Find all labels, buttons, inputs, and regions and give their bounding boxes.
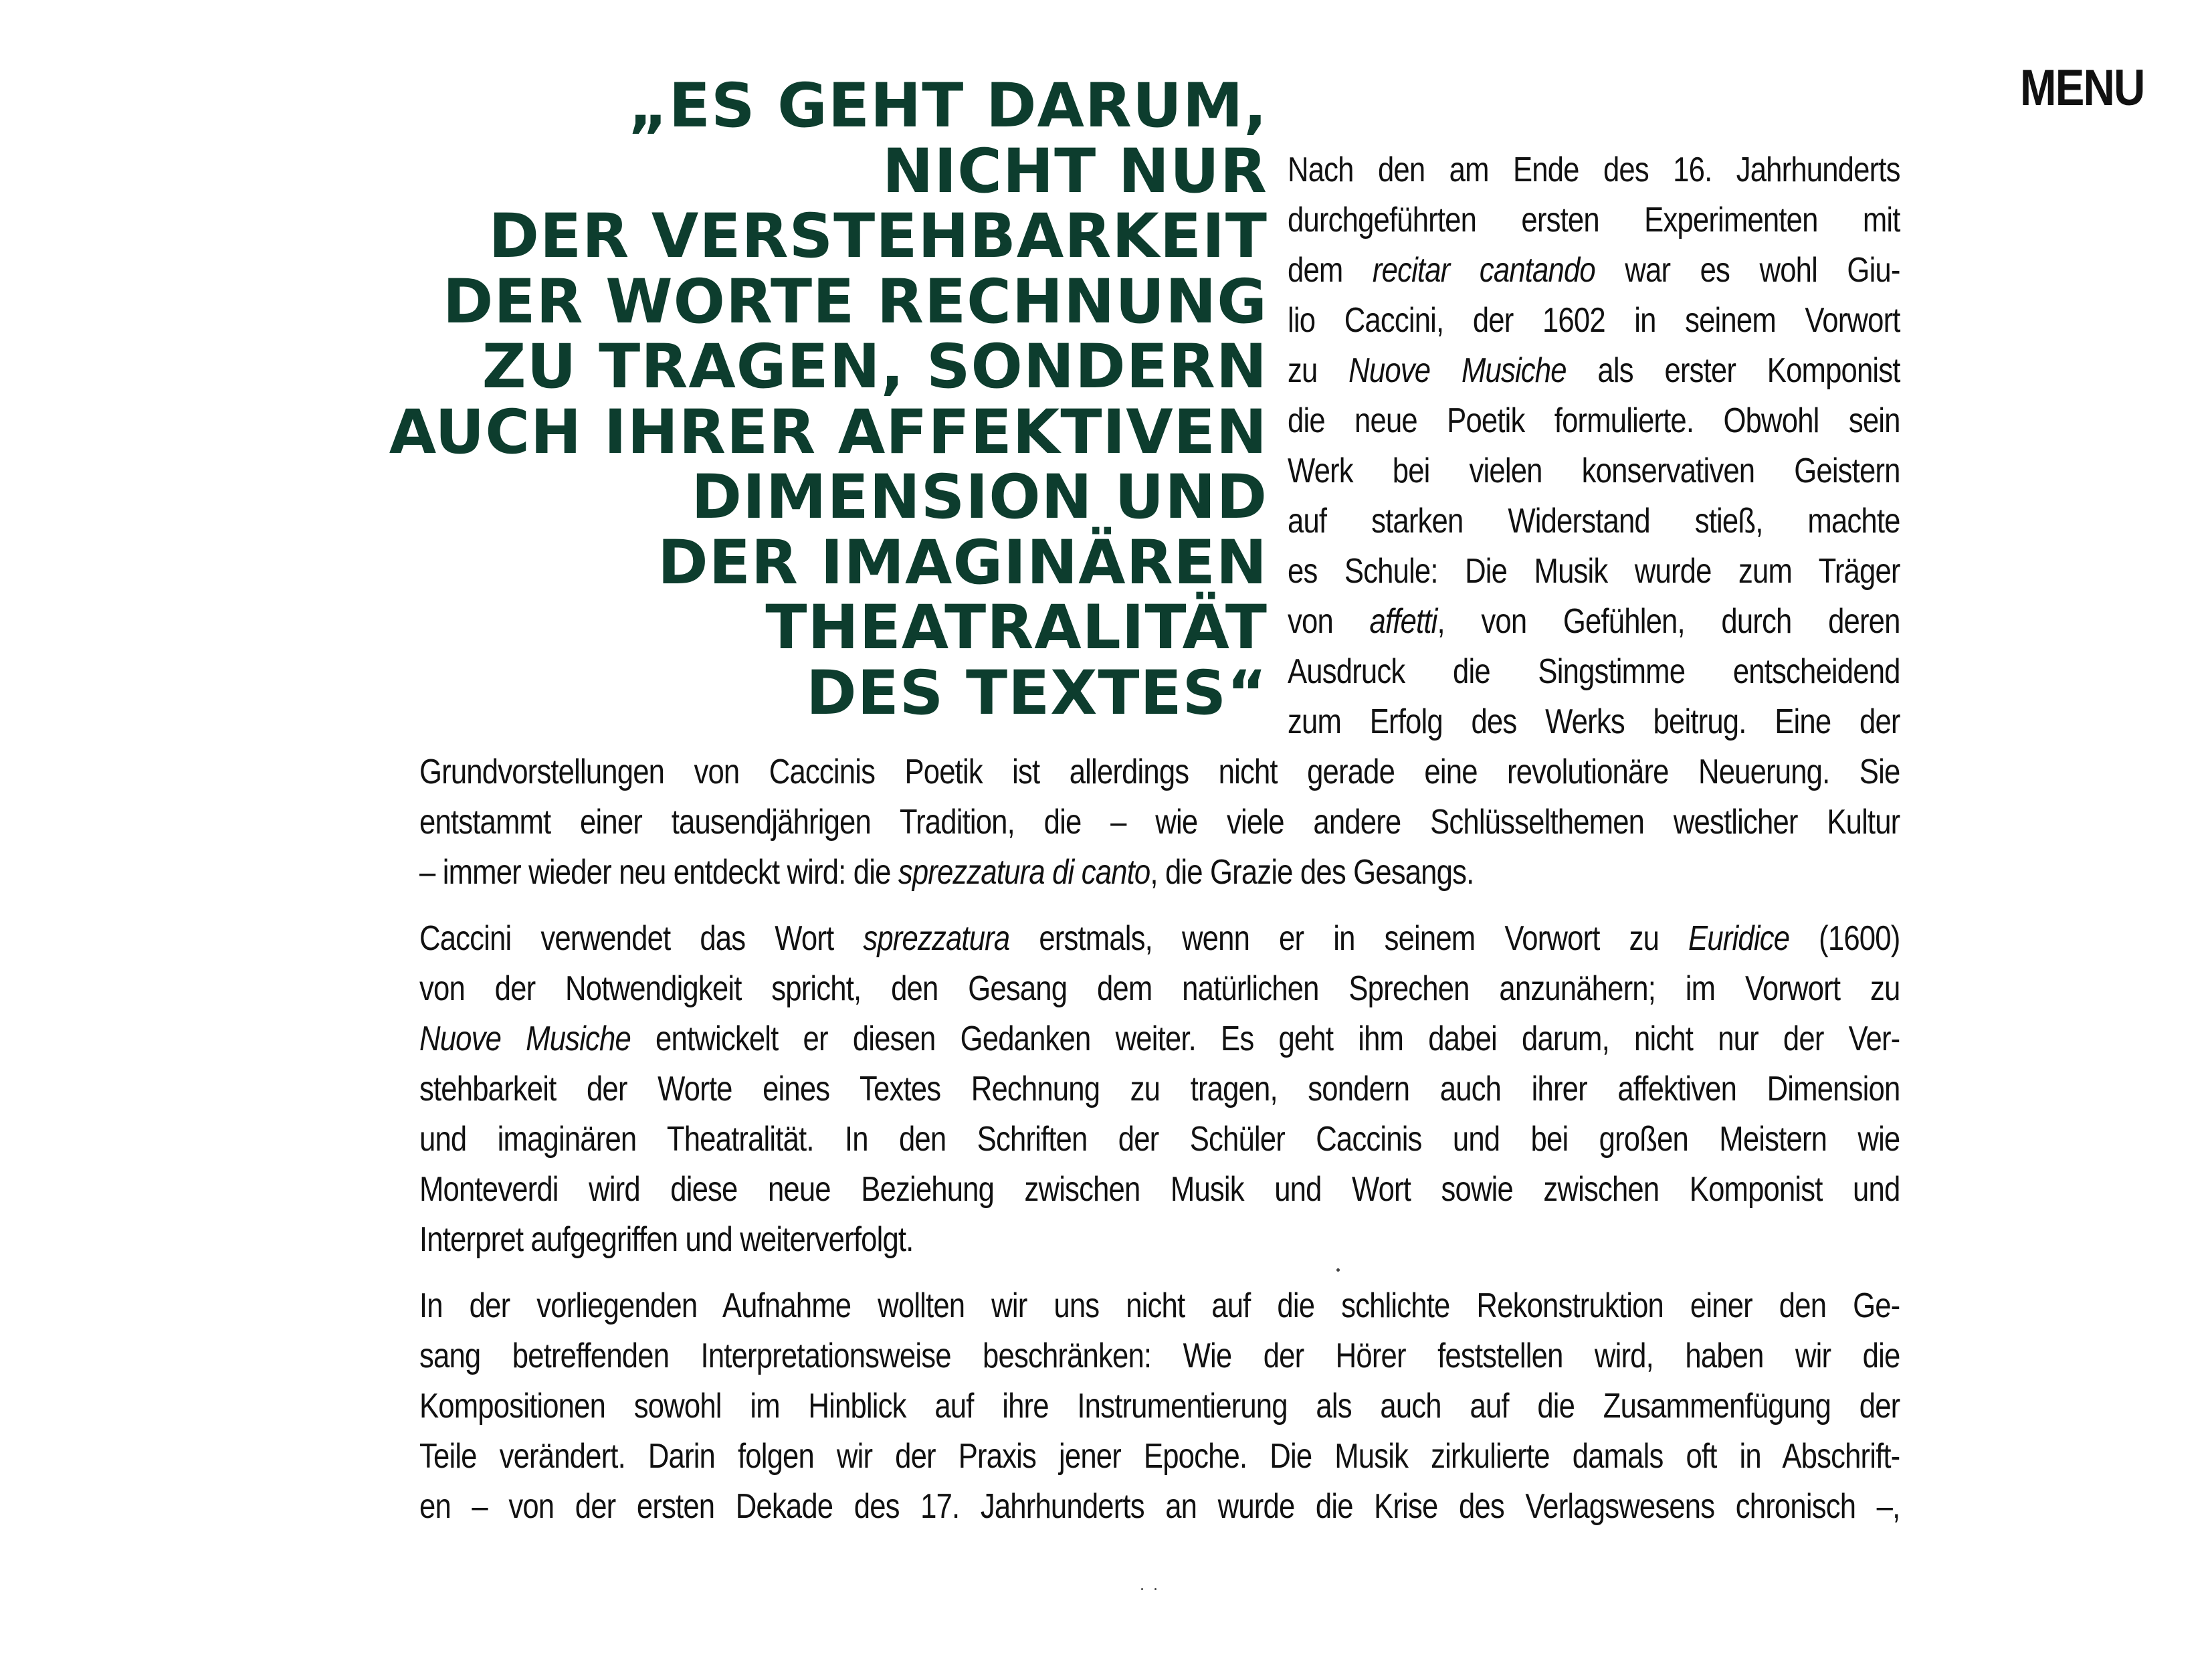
text-line [419, 848, 1900, 898]
text-line [419, 1482, 1900, 1532]
text-segment: auf starken Widerstand stieß, machte [1288, 502, 1900, 541]
italic-term: sprezzatura [863, 919, 1010, 958]
text-segment: war es wohl Giu- [1595, 251, 1900, 290]
text-segment: – immer wieder neu entdeckt wird: die [419, 853, 898, 892]
stray-dot [1154, 1588, 1157, 1590]
text-segment: Kompositionen sowohl im Hinblick auf ihre Instrumentierung als auch auf die Zusammenfügung der [419, 1387, 1900, 1426]
text-line [1288, 296, 1900, 346]
text-segment: Monteverdi wird diese neue Beziehung zwischen Musik und Wort sowie zwischen Komponist und [419, 1170, 1900, 1209]
text-line [419, 1381, 1900, 1432]
text-segment: zum Erfolg des Werks beitrug. Eine der [1288, 702, 1900, 741]
paragraph-gap [419, 1265, 1900, 1281]
text-segment: Werk bei vielen konservativen Geistern [1288, 452, 1900, 490]
text-segment: stehbarkeit der Worte eines Textes Rechnung zu tragen, sondern auch ihrer affektiven Dimension [419, 1070, 1900, 1108]
text-segment: Nach den am Ende des 16. Jahrhunderts [1288, 151, 1900, 189]
italic-term: affetti [1369, 602, 1437, 641]
text-segment: Interpret aufgegriffen und weiterverfolgt. [419, 1220, 914, 1259]
paragraph [419, 1281, 1900, 1532]
text-line [419, 964, 1900, 1014]
text-line [1288, 346, 1900, 396]
text-segment: (1600) [1789, 919, 1900, 958]
text-segment: die neue Poetik formulierte. Obwohl sein [1288, 401, 1900, 440]
text-segment: In der vorliegenden Aufnahme wollten wir uns nicht auf die schlichte Rekonstruktion einer den Ge- [419, 1286, 1900, 1325]
main-column-text [419, 747, 1900, 1532]
text-segment: entstammt einer tausendjährigen Tradition, die – wie viele andere Schlüsselthemen westlicher Kultur [419, 803, 1900, 842]
text-segment: , von Gefühlen, durch deren [1437, 602, 1900, 641]
text-segment: Grundvorstellungen von Caccinis Poetik ist allerdings nicht gerade eine revolutionäre Neuerung. Sie [419, 753, 1900, 791]
quote-line: NICHT NUR [882, 136, 1268, 207]
text-segment: entwickelt er diesen Gedanken weiter. Es geht ihm dabei darum, nicht nur der Ver- [630, 1019, 1900, 1058]
text-segment: dem [1288, 251, 1373, 290]
text-segment: Ausdruck die Singstimme entscheidend [1288, 652, 1900, 691]
quote-line: „ES GEHT DARUM, [627, 71, 1268, 141]
italic-term: Nuove Musiche [419, 1019, 631, 1058]
text-line [1288, 647, 1900, 697]
quote-line: DER VERSTEHBARKEIT [488, 201, 1268, 272]
menu-button[interactable]: MENU [2020, 60, 2144, 116]
text-line [419, 1331, 1900, 1381]
side-column-text [1288, 145, 1900, 747]
text-segment: es Schule: Die Musik wurde zum Träger [1288, 552, 1900, 591]
text-line [419, 797, 1900, 848]
text-line [1288, 597, 1900, 647]
text-segment: Teile verändert. Darin folgen wir der Praxis jener Epoche. Die Musik zirkulierte damals oft in Abschrift- [419, 1437, 1900, 1476]
text-line [419, 914, 1900, 964]
text-segment: durchgeführten ersten Experimenten mit [1288, 201, 1900, 239]
text-line [1288, 246, 1900, 296]
paragraph [419, 914, 1900, 1265]
italic-term: sprezzatura di canto [898, 853, 1150, 892]
text-line [419, 1014, 1900, 1064]
text-line [1288, 697, 1900, 747]
text-line [1288, 547, 1900, 597]
text-line [1288, 195, 1900, 246]
text-segment: Caccini verwendet das Wort [419, 919, 864, 958]
text-segment: lio Caccini, der 1602 in seinem Vorwort [1288, 301, 1900, 340]
text-line [1288, 396, 1900, 446]
italic-term: Euridice [1688, 919, 1790, 958]
stray-dot [1141, 1588, 1143, 1590]
quote-line: DES TEXTES“ [806, 658, 1268, 728]
italic-term: recitar cantando [1372, 251, 1595, 290]
text-line [1288, 446, 1900, 496]
text-line [419, 1064, 1900, 1114]
text-segment: und imaginären Theatralität. In den Schriften der Schüler Caccinis und bei großen Meistern wie [419, 1120, 1900, 1159]
text-segment: , die Grazie des Gesangs. [1150, 853, 1474, 892]
text-line [419, 1114, 1900, 1165]
quote-line: DER WORTE RECHNUNG [442, 266, 1268, 337]
quote-line: AUCH IHRER AFFEKTIVEN [389, 397, 1268, 468]
italic-term: Nuove Musiche [1348, 351, 1567, 390]
quote-line: DER IMAGINÄREN [658, 527, 1268, 598]
text-line [1288, 496, 1900, 547]
text-line [419, 1165, 1900, 1215]
text-line [419, 1281, 1900, 1331]
text-segment: en – von der ersten Dekade des 17. Jahrhunderts an wurde die Krise des Verlagswesens chronisch –, [419, 1487, 1900, 1526]
quote-line: ZU TRAGEN, SONDERN [482, 332, 1268, 402]
text-segment: von der Notwendigkeit spricht, den Gesang dem natürlichen Sprechen anzunähern; im Vorwort zu [419, 969, 1900, 1008]
stray-dot [1336, 1268, 1340, 1272]
paragraph-gap [419, 898, 1900, 914]
paragraph [419, 747, 1900, 898]
text-line [419, 747, 1900, 797]
quote-line: DIMENSION UND [691, 462, 1268, 532]
text-segment: zu [1288, 351, 1349, 390]
quote-line: THEATRALITÄT [765, 593, 1268, 663]
text-segment: von [1288, 602, 1370, 641]
text-segment: sang betreffenden Interpretationsweise beschränken: Wie der Hörer feststellen wird, haben wir die [419, 1337, 1900, 1375]
text-line [419, 1432, 1900, 1482]
text-segment: als erster Komponist [1566, 351, 1900, 390]
pull-quote [375, 71, 1268, 728]
text-line [419, 1215, 1900, 1265]
text-line [1288, 145, 1900, 195]
text-segment: erstmals, wenn er in seinem Vorwort zu [1009, 919, 1689, 958]
